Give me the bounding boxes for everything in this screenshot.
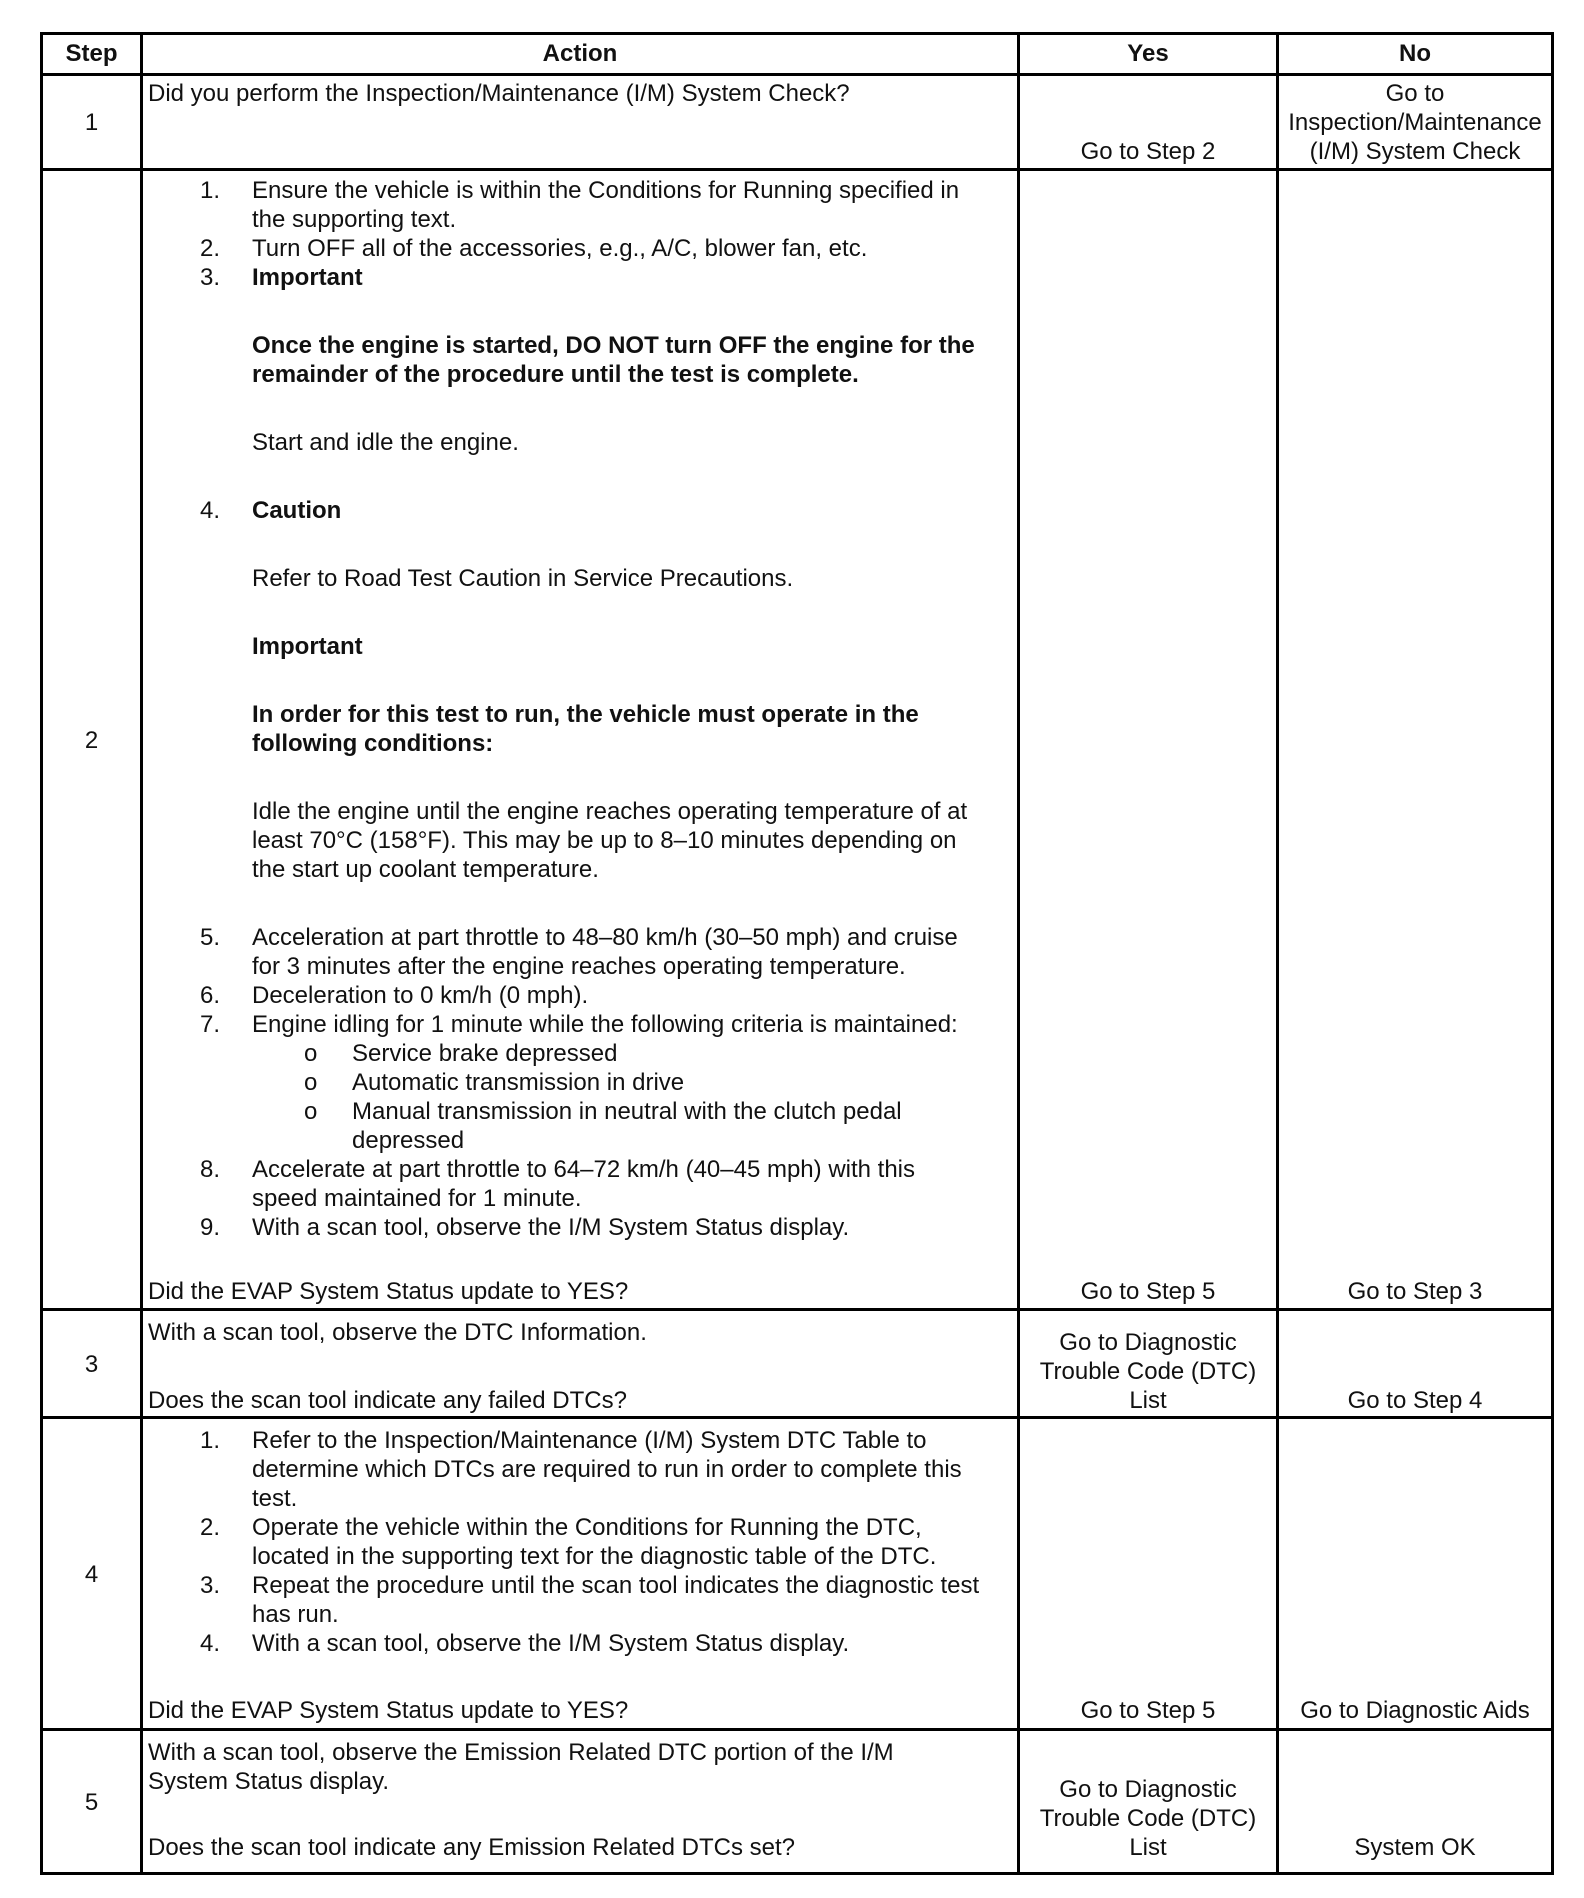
list-item: [148, 176, 1014, 234]
list-item: [148, 1155, 1014, 1213]
column-divider: [140, 32, 143, 1875]
header-step: Step: [65, 40, 118, 67]
list-number: 9.: [200, 1214, 221, 1241]
list-line: With a scan tool, observe the I/M System Status display.: [252, 1630, 850, 1657]
bullet-icon: o: [304, 1069, 318, 1096]
caution-text: Refer to Road Test Caution in Service Precautions.: [252, 565, 794, 592]
list-line: for 3 minutes after the engine reaches operating temperature.: [252, 953, 906, 980]
action-line: With a scan tool, observe the Emission Related DTC portion of the I/M: [148, 1739, 894, 1766]
bullet-icon: o: [304, 1040, 318, 1067]
no-line: (I/M) System Check: [1309, 138, 1521, 165]
no-link: System OK: [1354, 1834, 1476, 1861]
list-line: Repeat the procedure until the scan tool indicates the diagnostic test: [252, 1572, 980, 1599]
yes-link: [1020, 1328, 1276, 1415]
list-line: Turn OFF all of the accessories, e.g., A/C, blower fan, etc.: [252, 235, 868, 262]
action-procedure: [148, 1426, 1014, 1658]
action-procedure: [148, 176, 1014, 1242]
no-link: [1279, 79, 1551, 166]
step-number: 1: [84, 109, 99, 136]
sub-line: Service brake depressed: [352, 1040, 618, 1067]
action-question: Did you perform the Inspection/Maintenance (I/M) System Check?: [148, 80, 850, 107]
column-divider: [1017, 32, 1020, 1875]
list-line: Engine idling for 1 minute while the following criteria is maintained:: [252, 1011, 958, 1038]
list-number: 2.: [200, 1514, 221, 1541]
list-line: Accelerate at part throttle to 64–72 km/h (40–45 mph) with this: [252, 1156, 916, 1183]
list-number: 7.: [200, 1011, 221, 1038]
sub-list-item: [148, 1068, 1014, 1097]
table-border-bottom: [40, 1872, 1554, 1875]
list-number: 4.: [200, 1630, 221, 1657]
list-number: 6.: [200, 982, 221, 1009]
yes-line: Trouble Code (DTC): [1039, 1805, 1257, 1832]
list-item: [148, 1426, 1014, 1513]
list-item: [148, 1571, 1014, 1629]
list-item: [148, 496, 1014, 923]
list-item: [148, 923, 1014, 981]
step-number: 3: [84, 1351, 99, 1378]
sub-line: Automatic transmission in drive: [352, 1069, 685, 1096]
action-text: [148, 1738, 1013, 1796]
list-item: [148, 263, 1014, 496]
table-border-top: [40, 32, 1554, 35]
no-link: Go to Diagnostic Aids: [1300, 1697, 1530, 1724]
important-text: In order for this test to run, the vehicle must operate in the: [252, 701, 919, 728]
yes-line: Go to Diagnostic: [1059, 1329, 1237, 1356]
row-divider: [40, 1308, 1554, 1311]
important-label: Important: [252, 633, 363, 660]
list-line: the start up coolant temperature.: [252, 856, 599, 883]
yes-link: [1020, 1775, 1276, 1862]
list-line: Acceleration at part throttle to 48–80 km/h (30–50 mph) and cruise: [252, 924, 958, 951]
yes-link: Go to Step 2: [1080, 138, 1216, 165]
list-number: 2.: [200, 235, 221, 262]
diagnostic-table: [40, 32, 1554, 1876]
table-border-left: [40, 32, 43, 1875]
bullet-icon: o: [304, 1098, 318, 1125]
sub-line: Manual transmission in neutral with the clutch pedal: [352, 1098, 902, 1125]
yes-line: Go to Diagnostic: [1059, 1776, 1237, 1803]
yes-line: List: [1129, 1387, 1167, 1414]
important-text: Once the engine is started, DO NOT turn OFF the engine for the: [252, 332, 975, 359]
action-text: With a scan tool, observe the DTC Information.: [148, 1319, 647, 1346]
list-line: Deceleration to 0 km/h (0 mph).: [252, 982, 589, 1009]
list-item: [148, 981, 1014, 1010]
list-number: 8.: [200, 1156, 221, 1183]
list-line: speed maintained for 1 minute.: [252, 1185, 582, 1212]
header-divider: [40, 73, 1554, 76]
step-number: 4: [84, 1561, 99, 1588]
list-number: 3.: [200, 1572, 221, 1599]
list-line: Ensure the vehicle is within the Conditions for Running specified in: [252, 177, 960, 204]
caution-label: Caution: [252, 497, 342, 524]
important-label: Important: [252, 264, 363, 291]
list-number: 1.: [200, 177, 221, 204]
header-action: Action: [542, 40, 618, 67]
list-number: 4.: [200, 497, 221, 524]
list-line: located in the supporting text for the diagnostic table of the DTC.: [252, 1543, 937, 1570]
sub-line: depressed: [352, 1127, 465, 1154]
list-line: Idle the engine until the engine reaches operating temperature of at: [252, 798, 968, 825]
action-question: Does the scan tool indicate any Emission Related DTCs set?: [148, 1834, 795, 1861]
action-question: Did the EVAP System Status update to YES?: [148, 1278, 629, 1305]
no-link: Go to Step 4: [1347, 1387, 1483, 1414]
yes-link: Go to Step 5: [1080, 1278, 1216, 1305]
list-line: the supporting text.: [252, 206, 457, 233]
list-line: Operate the vehicle within the Conditions for Running the DTC,: [252, 1514, 922, 1541]
step-number: 2: [84, 727, 99, 754]
no-line: Go to: [1385, 80, 1445, 107]
list-line: With a scan tool, observe the I/M System Status display.: [252, 1214, 850, 1241]
list-line: has run.: [252, 1601, 339, 1628]
header-no: No: [1399, 40, 1431, 67]
column-divider: [1276, 32, 1279, 1875]
list-item: [148, 1513, 1014, 1571]
yes-line: List: [1129, 1834, 1167, 1861]
list-item: [148, 1010, 1014, 1039]
no-link: Go to Step 3: [1347, 1278, 1483, 1305]
list-line: Start and idle the engine.: [252, 429, 519, 456]
row-divider: [40, 168, 1554, 171]
sub-list-item: [148, 1039, 1014, 1068]
no-line: Inspection/Maintenance: [1288, 109, 1542, 136]
list-number: 3.: [200, 264, 221, 291]
list-line: Refer to the Inspection/Maintenance (I/M) System DTC Table to: [252, 1427, 927, 1454]
table-border-right: [1551, 32, 1554, 1875]
row-divider: [40, 1416, 1554, 1419]
important-text: following conditions:: [252, 730, 494, 757]
list-line: test.: [252, 1485, 298, 1512]
step-number: 5: [84, 1789, 99, 1816]
action-question: Does the scan tool indicate any failed DTCs?: [148, 1387, 627, 1414]
list-item: [148, 1629, 1014, 1658]
list-item: [148, 1213, 1014, 1242]
yes-link: Go to Step 5: [1080, 1697, 1216, 1724]
important-text: remainder of the procedure until the test is complete.: [252, 361, 859, 388]
list-line: least 70°C (158°F). This may be up to 8–10 minutes depending on: [252, 827, 957, 854]
action-question: Did the EVAP System Status update to YES?: [148, 1697, 629, 1724]
header-yes: Yes: [1127, 40, 1169, 67]
sub-list-item: [148, 1097, 1014, 1155]
yes-line: Trouble Code (DTC): [1039, 1358, 1257, 1385]
row-divider: [40, 1728, 1554, 1731]
list-item: [148, 234, 1014, 263]
list-number: 1.: [200, 1427, 221, 1454]
action-line: System Status display.: [148, 1768, 389, 1795]
list-line: determine which DTCs are required to run in order to complete this: [252, 1456, 962, 1483]
list-number: 5.: [200, 924, 221, 951]
